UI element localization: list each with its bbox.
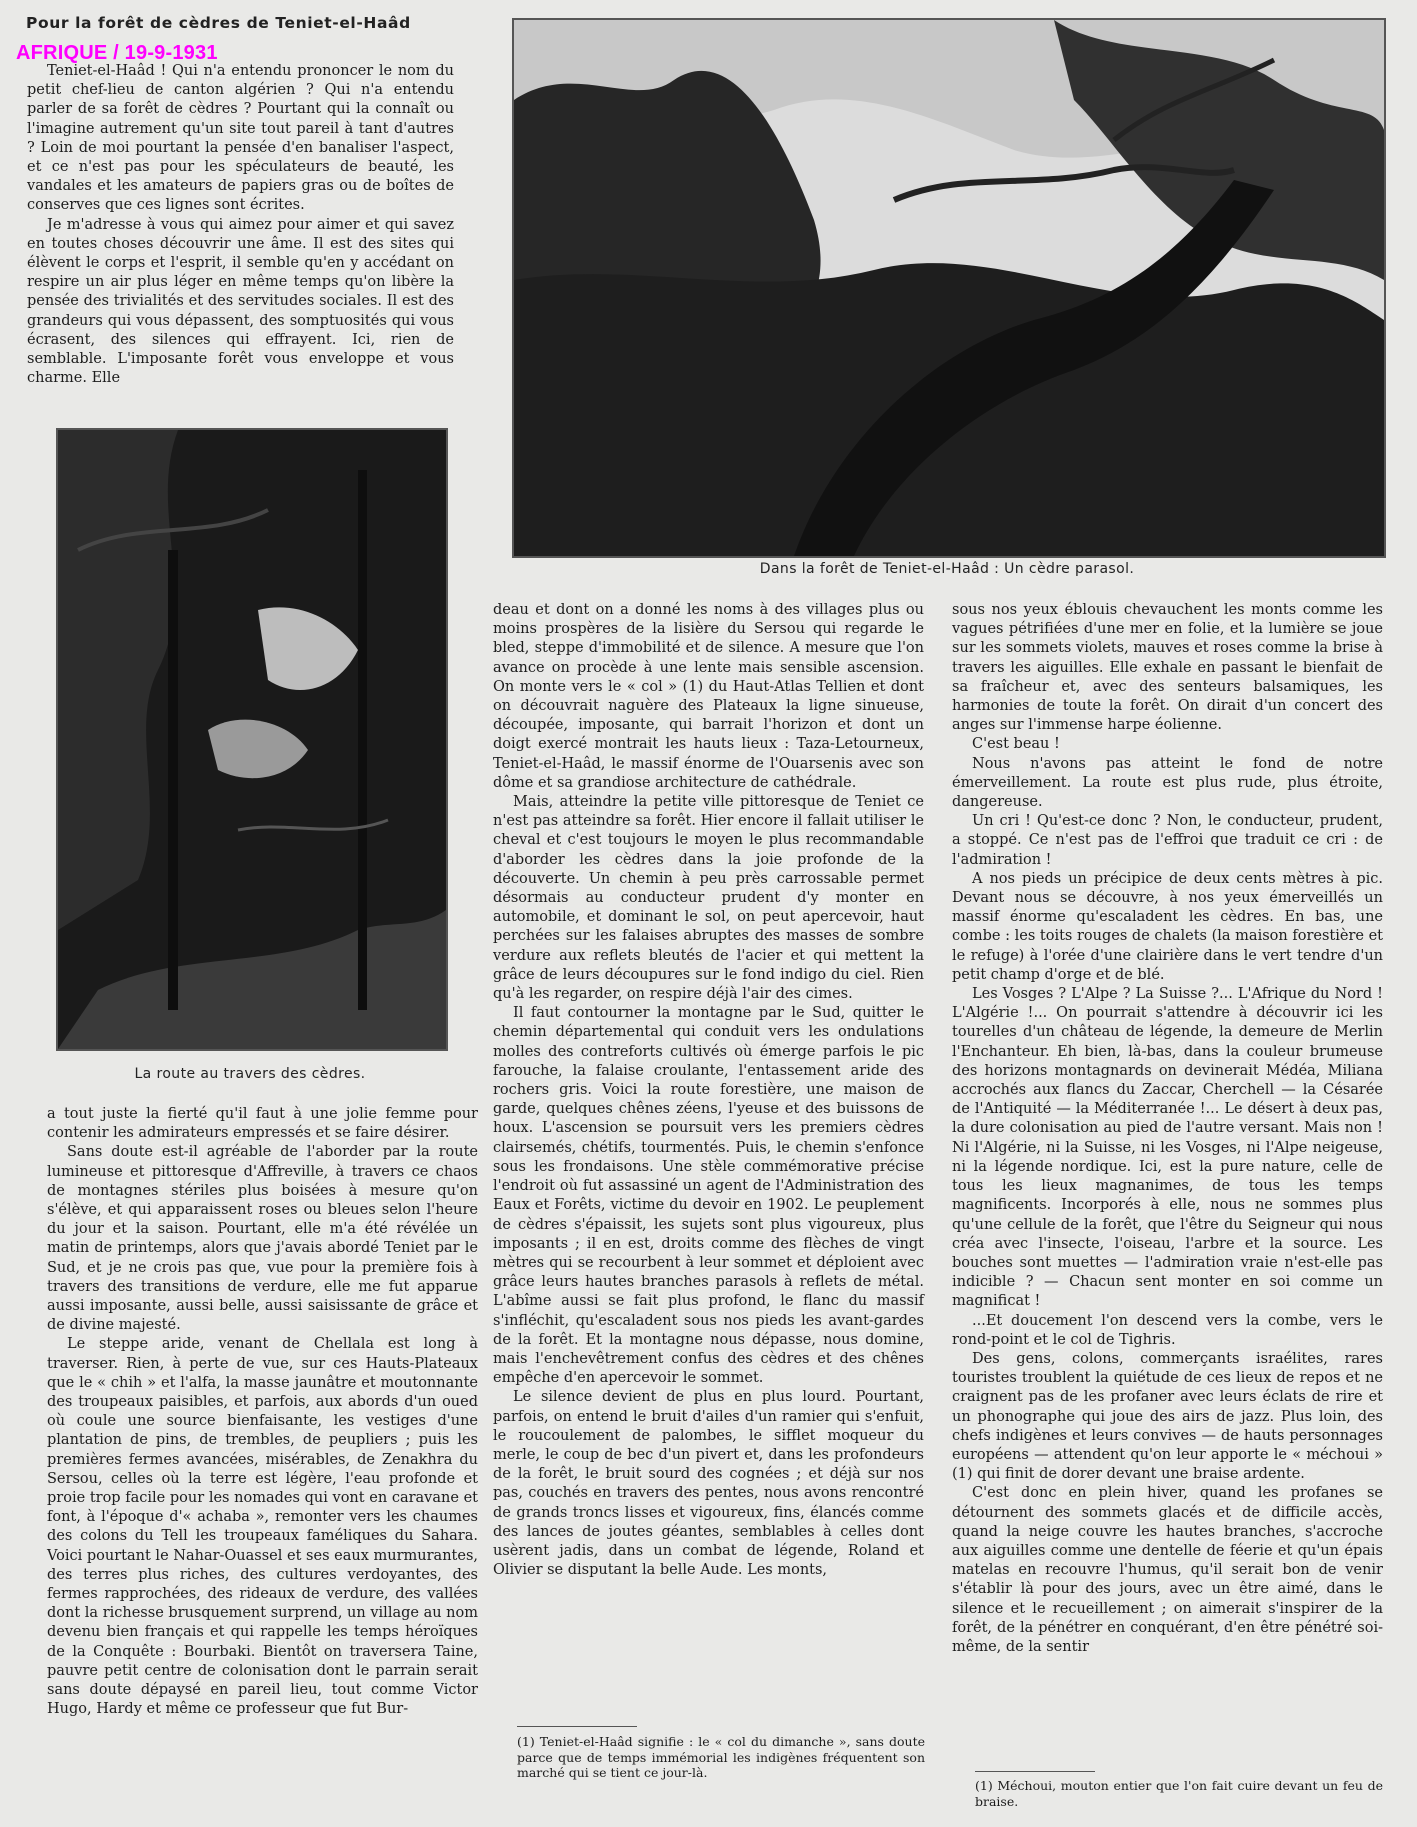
paragraph: Sans doute est-il agréable de l'aborder par la route lumineuse et pittoresque d'Affreville, à travers ce chaos de montagnes stériles plus boisées à mesure qu'on s'élève, et qui apparaissent roses ou bleues selon l'heure du jour et la saison. Pourtant, elle m'a été révélée un matin de printemps, alors que j'avais abordé Teniet par le Sud, et je ne crois pas que, vue pour la première fois à travers des transitions de verdure, elle me fut apparue aussi imposante, aussi belle, aussi saisissante de grâce et de divine majesté. (47, 1144, 478, 1334)
paragraph: Le silence devient de plus en plus lourd. Pourtant, parfois, on entend le bruit d'ailes d'un ramier qui s'enfuit, le roucoulement de palombes, le sifflet moqueur du merle, le coup de bec d'un pivert et, dans les profondeurs de la forêt, le bruit sourd des cognées ; et déjà sur nos pas, couchés en travers des pentes, nous avons rencontré de grands troncs lisses et vigoureux, fins, élancés comme des lances de joutes géantes, semblables à celles dont usèrent jadis, dans un combat de légende, Roland et Olivier se disputant la belle Aude. Les monts, (493, 1389, 924, 1579)
paragraph: ...Et doucement l'on descend vers la combe, vers le rond-point et le col de Tighris. (952, 1312, 1383, 1348)
paragraph: sous nos yeux éblouis chevauchent les monts comme les vagues pétrifiées d'une mer en folie, et la lumière se joue sur les sommets violets, mauves et roses comme la brise à travers les aiguilles. Elle exhale en passant le bienfait de sa fraîcheur et, avec des senteurs balsamiques, les harmonies de toute la forêt. On dirait d'un concert des anges sur l'immense harpe éolienne. (952, 602, 1383, 734)
paragraph: C'est beau ! (972, 736, 1060, 753)
source-stamp: AFRIQUE / 19-9-1931 (16, 42, 218, 64)
paragraph: Teniet-el-Haâd ! Qui n'a entendu prononcer le nom du petit chef-lieu de canton algérien ? Qui n'a entendu parler de sa forêt de cèdres ? Pourtant qui la connaît ou l'imagine autrement qu'un site tout pareil à tant d'autres ? Loin de moi pourtant la pensée d'en banaliser l'aspect, et ce n'est pas pour les spéculateurs de beauté, les vandales et les amateurs de papiers gras ou de boîtes de conserves que ces lignes sont écrites. (27, 63, 454, 214)
paragraph: a tout juste la fierté qu'il faut à une jolie femme pour contenir les admirateurs empressés et se faire désirer. (47, 1106, 478, 1142)
cedar-parasol-photo (512, 18, 1386, 558)
column-1-bottom-text (47, 1105, 478, 1720)
paragraph: deau et dont on a donné les noms à des villages plus ou moins prospères de la lisière du Sersou qui regarde le bled, steppe d'immobilité et de silence. A mesure que l'on avance on procède à une lente mais sensible ascension. On monte vers le « col » (1) du Haut-Atlas Tellien et dont on découvrait naguère des Plateaux la ligne sinueuse, découpée, imposante, qui barrait l'horizon et dont un doigt exercé montrait les hauts lieux : Taza-Letourneux, Teniet-el-Haâd, le massif énorme de l'Ouarsenis avec son dôme et sa grandiose architecture de cathédrale. (493, 602, 924, 791)
paragraph: Le steppe aride, venant de Chellala est long à traverser. Rien, à perte de vue, sur ces Hauts-Plateaux que le « chih » et l'alfa, la masse jaunâtre et moutonnante des troupeaux paisibles, et parfois, aux abords d'un oued où coule une source bienfaisante, les vestiges d'une plantation de pins, de trembles, de peupliers ; puis les premières fermes avancées, misérables, de Zenakhra du Sersou, celles où la terre est légère, l'eau profonde et proie trop facile pour les nomades qui vont en caravane et font, à l'époque d'« achaba », remonter vers les chaumes des colons du Tell les troupeaux faméliques du Sahara. Voici pourtant le Nahar-Ouassel et ses eaux murmurantes, des terres plus riches, des cultures verdoyantes, des fermes rapprochées, des rideaux de verdure, des vallées dont la richesse brusquement surprend, un village au nom devenu bien français et qui rappelle les temps héroïques de la Conquête : Bourbaki. Bientôt on traversera Taine, pauvre petit centre de colonisation dont le parrain serait sans doute dépaysé en pareil lieu, tout comme Victor Hugo, Hardy et même ce professeur que fut Bur- (47, 1336, 478, 1718)
paragraph: Je m'adresse à vous qui aimez pour aimer et qui savez en toutes choses découvrir une âme. Il est des sites qui élèvent le corps et l'esprit, il semble qu'en y accédant on respire un air plus léger en même temps qu'on libère la pensée des trivialités et des servitudes sociales. Il est des grandeurs qui vous dépassent, des somptuosités qui vous écrasent, des silences qui effrayent. Ici, rien de semblable. L'imposante forêt vous enveloppe et vous charme. Elle (27, 216, 454, 387)
column-3-text (952, 601, 1383, 1657)
route-through-cedars-image (58, 430, 446, 1049)
footnote-rule (517, 1726, 637, 1727)
paragraph: Il faut contourner la montagne par le Sud, quitter le chemin départemental qui conduit vers les ondulations molles des contreforts cultivés où émerge parfois le pic farouche, la falaise croulante, l'entassement aride des rochers gris. Voici la route forestière, une maison de garde, quelques chênes zéens, l'yeuse et des buissons de houx. L'ascension se poursuit vers les premiers cèdres clairsemés, chétifs, tourmentés. Puis, le chemin s'enfonce sous les frondaisons. Une stèle commémorative précise l'endroit où fut assassiné un agent de l'Administration des Eaux et Forêts, victime du devoir en 1902. Le peuplement de cèdres s'épaissit, les sujets sont plus vigoureux, plus imposants ; il en est, droits comme des flèches de vingt mètres qui se recourbent à leur sommet et déploient avec grâce leurs hautes branches parasols à reflets de métal. L'abîme aussi se fait plus profond, le flanc du massif s'infléchit, qu'escaladent sous nos pieds les avant-gardes de la forêt. Et la montagne nous dépasse, nous domine, mais l'enchevêtrement confus des cèdres et des chênes empêche d'en apercevoir le sommet. (493, 1005, 924, 1387)
paragraph: Les Vosges ? L'Alpe ? La Suisse ?... L'Afrique du Nord ! L'Algérie !... On pourrait s'attendre à découvrir ici les tourelles d'un château de légende, la demeure de Merlin l'Enchanteur. Eh bien, là-bas, dans la couleur brumeuse des horizons montagnards on devinerait Médéa, Miliana accrochés aux flancs du Zaccar, Cherchell — la Césarée de l'Antiquité — la Méditerranée !... Le désert à deux pas, la dure colonisation au pied de l'autre versant. Mais non ! Ni l'Algérie, ni la Suisse, ni les Vosges, ni l'Alpe neigeuse, ni la légende nordique. Ici, est la pure nature, celle de tous les lieux magnanimes, de tous les temps magnificents. Incorporés à elle, nous ne sommes plus qu'une cellule de la forêt, que l'être du Seigneur qui nous créa avec l'insecte, l'oiseau, l'arbre et la source. Les bouches sont muettes — l'admiration vraie n'est-elle pas indicible ? — Chacun sent monter en soi comme un magnificat ! (952, 986, 1383, 1310)
paragraph: Mais, atteindre la petite ville pittoresque de Teniet ce n'est pas atteindre sa forêt. Hier encore il fallait utiliser le cheval et c'est toujours le moyen le plus recommandable d'aborder les cèdres dans la joie profonde de la découverte. Un chemin à peu près carrossable permet désormais au conducteur prudent d'y monter en automobile, et dominant le sol, on peut apercevoir, haut perchées sur les falaises abruptes des masses de sombre verdure aux reflets bleutés de l'acier et qui mettent la grâce de leurs découpures sur le fond indigo du ciel. Rien qu'à les regarder, on respire déjà l'air des cimes. (493, 794, 924, 1003)
main-photo-caption: Dans la forêt de Teniet-el-Haâd : Un cèdre parasol. (759, 561, 1135, 577)
paragraph: C'est donc en plein hiver, quand les profanes se détournent des sommets glacés et de difficile accès, quand la neige couvre les hautes branches, s'accroche aux aiguilles comme une dentelle de féerie et qu'un épais matelas en recouvre l'humus, qu'il serait bon de venir s'établir là pour des jours, avec un être aimé, dans le silence et le recueillement ; on aimerait s'inspirer de la forêt, de la pénétrer en conquérant, d'en être pénétré soi-même, de la sentir (952, 1485, 1383, 1655)
column-2-footnote: (1) Teniet-el-Haâd signifie : le « col du dimanche », sans doute parce que de temps immémorial les indigènes fréquentent son marché qui se tient ce jour-là. (517, 1734, 925, 1780)
paragraph: Des gens, colons, commerçants israélites, rares touristes troublent la quiétude de ces lieux de repos et ne craignent pas de les profaner avec leurs éclats de rire et un phonographe qui joue des airs de jazz. Plus loin, des chefs indigènes et leurs convives — de hauts personnages européens — attendent qu'on leur apporte le « méchoui » (1) qui finit de dorer devant une braise ardente. (952, 1350, 1383, 1483)
column-3-footnote: (1) Méchoui, mouton entier que l'on fait cuire devant un feu de braise. (975, 1778, 1383, 1809)
column-1-top-text (27, 62, 454, 388)
article-title: Pour la forêt de cèdres de Teniet-el-Haâd (26, 14, 411, 32)
route-through-cedars-photo (56, 428, 448, 1051)
paragraph: Nous n'avons pas atteint le fond de notre émerveillement. La route est plus rude, plus étroite, dangereuse. (952, 755, 1383, 811)
paragraph: A nos pieds un précipice de deux cents mètres à pic. Devant nous se découvre, à nos yeux émerveillés un massif énorme qu'escaladent les cèdres. En bas, une combe : les toits rouges de chalets (la maison forestière et le refuge) à l'orée d'une clairière dans le vert tendre d'un petit champ d'orge et de blé. (952, 870, 1383, 983)
footnote-rule (975, 1771, 1095, 1772)
left-photo-caption: La route au travers des cèdres. (134, 1066, 366, 1082)
cedar-parasol-image (514, 20, 1384, 556)
paragraph: Un cri ! Qu'est-ce donc ? Non, le conducteur, prudent, a stoppé. Ce n'est pas de l'effroi que traduit ce cri : de l'admiration ! (952, 813, 1383, 868)
column-2-text (493, 601, 924, 1580)
